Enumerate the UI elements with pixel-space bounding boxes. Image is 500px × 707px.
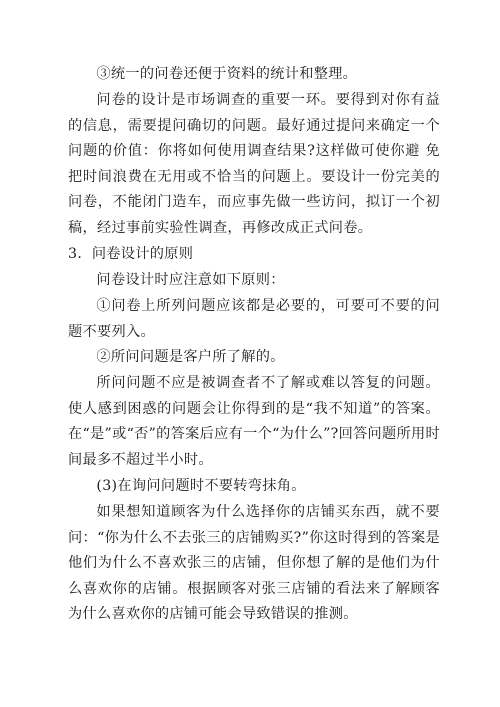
paragraph-principle-1: ①问卷上所列问题应该都是必要的，可要可不要的问题不要列入。 [68, 298, 440, 340]
paragraph-principle-2: ②所问问题是客户所了解的。 [96, 349, 285, 365]
paragraph-principles-intro: 问卷设计时应注意如下原则： [96, 272, 285, 288]
paragraph-principle-3-detail: 如果想知道顾客为什么选择你的店铺买东西，就不要问：“你为什么不去张三的店铺购买?”你这时得到的答案是他们为什么不喜欢张三的店铺，但你想了解的是他们为什么喜欢你的店铺。根据顾客对张三店铺的看法来了解顾客为什么喜欢你的店铺可能会导致错误的推测。 [68, 504, 440, 623]
section-heading: 3．问卷设计的原则 [68, 246, 194, 262]
paragraph-principle-3: (3)在询问问题时不要转弯抹角。 [96, 478, 306, 494]
paragraph-principle-2-detail: 所问问题不应是被调查者不了解或难以答复的问题。使人感到困惑的问题会让你得到的是“我不知道”的答案。在“是”或“否”的答案后应有一个“为什么”?回答问题所用时间最多不超过半小时。 [68, 375, 440, 468]
paragraph-unified-questionnaire: ③统一的问卷还便于资料的统计和整理。 [96, 66, 358, 82]
paragraph-questionnaire-design: 问卷的设计是市场调查的重要一环。要得到对你有益的信息，需要提问确切的问题。最好通过提问来确定一个问题的价值：你将如何使用调查结果?这样做可使你避 免把时间浪费在无用或不恰当的问题上。要设计一份完美的问卷，不能闭门造车，而应事先做一些访问，拟订一个初稿，经过事前实验性调查，再修改成正式问卷。 [68, 92, 440, 236]
